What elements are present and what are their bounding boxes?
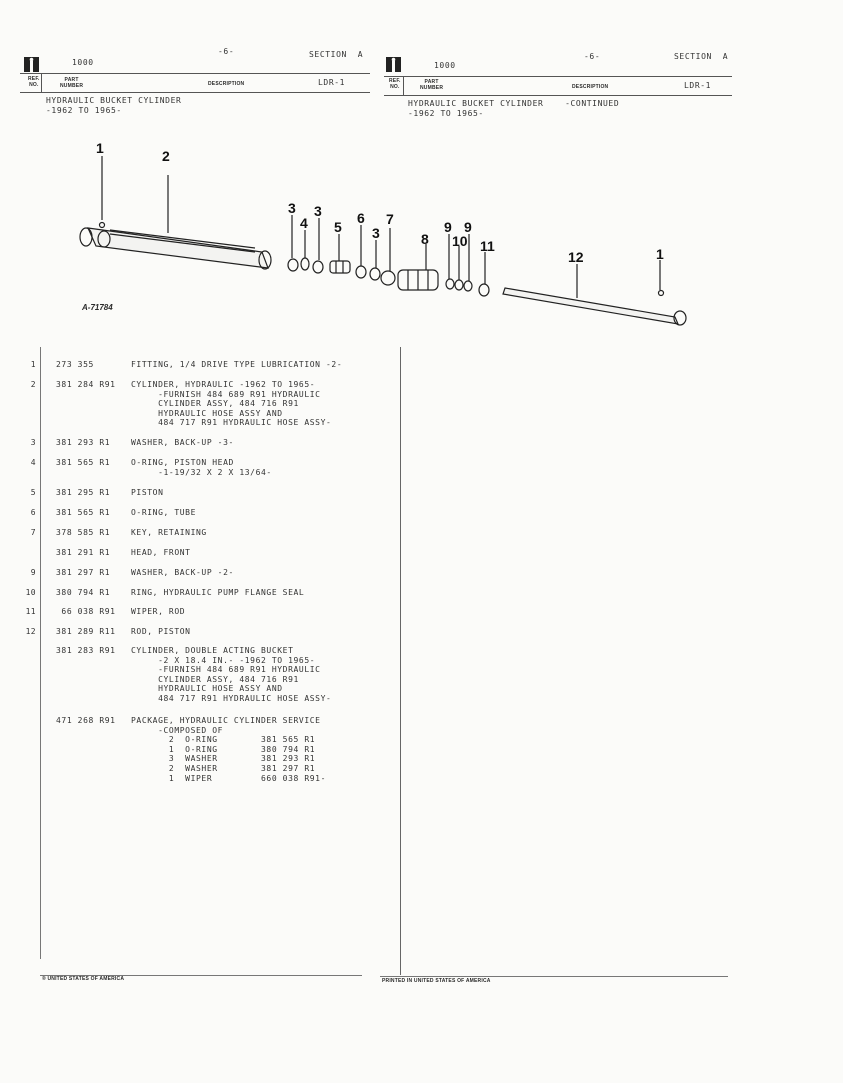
callout-10: 10 (452, 233, 468, 249)
part-description (131, 716, 326, 783)
callout-9: 9 (444, 219, 452, 235)
part-number: 381 284 R91 (56, 380, 116, 389)
part-number: 381 289 R11 (56, 627, 116, 636)
callout-6: 6 (357, 210, 365, 226)
part-description (131, 380, 331, 428)
part-description (131, 528, 207, 538)
left-subtitle: -1962 TO 1965- (46, 106, 122, 115)
description-line: 2 WASHER 381 297 R1 (131, 763, 316, 773)
part-description (131, 548, 191, 558)
figure-id: A-71784 (82, 303, 113, 312)
description-line: HYDRAULIC HOSE ASSY AND (131, 408, 283, 418)
part-description (131, 607, 185, 617)
description-line: O-RING, TUBE (131, 508, 196, 517)
right-col-desc: DESCRIPTION (572, 84, 609, 90)
part-description (131, 627, 191, 637)
description-line: 484 717 R91 HYDRAULIC HOSE ASSY- (131, 418, 332, 428)
footer-right: PRINTED IN UNITED STATES OF AMERICA (382, 978, 491, 984)
ref-number: 4 (30, 458, 36, 467)
description-line: FITTING, 1/4 DRIVE TYPE LUBRICATION -2- (131, 360, 343, 369)
part-number: 471 268 R91 (56, 716, 116, 725)
description-line: -2 X 18.4 IN.- -1962 TO 1965- (131, 655, 316, 665)
part-number: 378 585 R1 (56, 528, 111, 537)
left-code: LDR-1 (318, 78, 346, 87)
ref-number: 2 (30, 380, 36, 389)
callout-3b: 3 (314, 203, 322, 219)
description-line: KEY, RETAINING (131, 528, 207, 537)
right-title: HYDRAULIC BUCKET CYLINDER -CONTINUED (408, 99, 620, 108)
right-section: SECTION A (674, 52, 729, 61)
part-description (131, 508, 196, 518)
description-line: 3 WASHER 381 293 R1 (131, 754, 316, 764)
left-col-ref: REF. NO. (28, 76, 40, 88)
left-section: SECTION A (309, 50, 364, 59)
part-number: 66 038 R91 (56, 607, 116, 616)
description-line: ROD, PISTON (131, 627, 191, 636)
description-line: -1-19/32 X 2 X 13/64- (131, 467, 272, 477)
right-subtitle: -1962 TO 1965- (408, 109, 484, 118)
description-line: 2 O-RING 381 565 R1 (131, 735, 316, 745)
ref-number: 1 (30, 360, 36, 369)
description-line: CYLINDER, DOUBLE ACTING BUCKET (131, 646, 294, 655)
ref-number: 7 (30, 528, 36, 537)
right-col-ref: REF. NO. (389, 78, 401, 90)
description-line: HEAD, FRONT (131, 548, 191, 557)
callout-1: 1 (96, 140, 104, 156)
part-number: 381 291 R1 (56, 548, 111, 557)
part-number: 381 283 R91 (56, 646, 116, 655)
left-page-number: -6- (218, 47, 235, 56)
description-line: 484 717 R91 HYDRAULIC HOSE ASSY- (131, 693, 332, 703)
ref-column-rule (40, 347, 41, 959)
page-divider (400, 347, 401, 975)
callout-2: 2 (162, 148, 170, 164)
part-number: 380 794 R1 (56, 588, 111, 597)
part-number: 381 565 R1 (56, 458, 111, 467)
callout-4: 4 (300, 215, 308, 231)
right-code: LDR-1 (684, 81, 712, 90)
callout-3: 3 (288, 200, 296, 216)
callout-8: 8 (421, 231, 429, 247)
description-line: PISTON (131, 488, 164, 497)
ref-number: 3 (30, 438, 36, 447)
callout-9b: 9 (464, 219, 472, 235)
description-line: O-RING, PISTON HEAD (131, 458, 234, 467)
ref-number: 12 (25, 627, 36, 636)
callout-11: 11 (480, 238, 495, 254)
callout-1b: 1 (656, 246, 664, 262)
right-model: 1000 (434, 61, 456, 70)
ih-logo-icon (24, 57, 39, 72)
description-line: -COMPOSED OF (131, 725, 224, 735)
ref-number: 6 (30, 508, 36, 517)
description-line: HYDRAULIC HOSE ASSY AND (131, 684, 283, 694)
description-line: -FURNISH 484 689 R91 HYDRAULIC (131, 665, 321, 675)
description-line: PACKAGE, HYDRAULIC CYLINDER SERVICE (131, 716, 321, 725)
left-model: 1000 (72, 58, 94, 67)
description-line: WASHER, BACK-UP -2- (131, 568, 234, 577)
right-col-part: PART NUMBER (420, 79, 444, 91)
callout-12: 12 (568, 249, 584, 265)
ref-number: 10 (25, 588, 36, 597)
callout-7: 7 (386, 211, 394, 227)
description-line: WASHER, BACK-UP -3- (131, 438, 234, 447)
description-line: RING, HYDRAULIC PUMP FLANGE SEAL (131, 588, 305, 597)
left-col-desc: DESCRIPTION (208, 81, 245, 87)
cylinder-body-drawing (80, 223, 271, 270)
ref-number: 9 (30, 568, 36, 577)
description-line: WIPER, ROD (131, 607, 186, 616)
description-line: CYLINDER ASSY, 484 716 R91 (131, 399, 299, 409)
part-description (131, 438, 234, 448)
description-line: -FURNISH 484 689 R91 HYDRAULIC (131, 389, 321, 399)
description-line: CYLINDER ASSY, 484 716 R91 (131, 674, 299, 684)
right-page-number: -6- (584, 52, 601, 61)
part-description (131, 568, 234, 578)
part-number: 381 297 R1 (56, 568, 111, 577)
part-number: 273 355 (56, 360, 94, 369)
left-title: HYDRAULIC BUCKET CYLINDER (46, 96, 182, 105)
footer-left: ® UNITED STATES OF AMERICA (42, 976, 125, 982)
callout-5: 5 (334, 219, 342, 235)
part-description (131, 646, 331, 704)
part-number: 381 293 R1 (56, 438, 111, 447)
part-description (131, 360, 342, 370)
part-description (131, 588, 304, 598)
ref-number: 11 (25, 607, 36, 616)
part-description (131, 458, 272, 477)
ref-number: 5 (30, 488, 36, 497)
ih-logo-icon (386, 57, 401, 72)
description-line: CYLINDER, HYDRAULIC -1962 TO 1965- (131, 380, 316, 389)
part-number: 381 295 R1 (56, 488, 111, 497)
description-line: 1 WIPER 660 038 R91- (131, 773, 326, 783)
part-number: 381 565 R1 (56, 508, 111, 517)
part-description (131, 488, 164, 498)
callout-3c: 3 (372, 225, 380, 241)
description-line: 1 O-RING 380 794 R1 (131, 744, 316, 754)
left-col-part: PART NUMBER (60, 77, 84, 89)
